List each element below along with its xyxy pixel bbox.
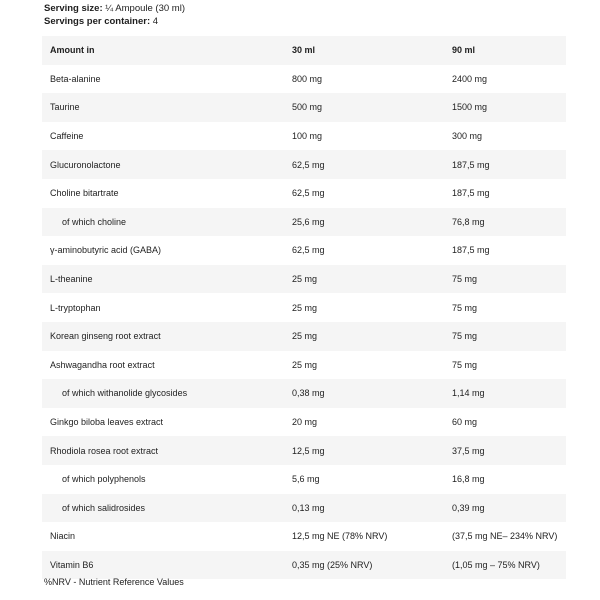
amount-30ml: 0,35 mg (25% NRV) [292, 559, 373, 570]
table-row [42, 551, 566, 580]
table-row [42, 293, 566, 322]
table-header-row [42, 36, 566, 65]
nutrient-name: of which choline [62, 216, 127, 227]
amount-30ml: 25 mg [292, 331, 318, 342]
nutrient-name: γ-aminobutyric acid (GABA) [50, 245, 162, 256]
amount-90ml: 75 mg [452, 274, 478, 285]
table-row [42, 179, 566, 208]
amount-30ml: 20 mg [292, 417, 318, 428]
table-row [42, 351, 566, 380]
amount-30ml: 0,13 mg [292, 502, 325, 513]
amount-30ml: 62,5 mg [292, 188, 325, 199]
amount-30ml: 100 mg [292, 131, 323, 142]
serving-size-line [44, 2, 185, 15]
nutrient-name: Choline bitartrate [50, 188, 119, 199]
nutrient-name: Caffeine [50, 131, 84, 142]
amount-30ml: 500 mg [292, 102, 323, 113]
table-row [42, 65, 566, 94]
serving-size-label: Serving size: [44, 3, 103, 14]
table-row [42, 150, 566, 179]
header-90ml: 90 ml [452, 45, 476, 56]
nutrient-name: L-tryptophan [50, 302, 101, 313]
nutrient-name: Niacin [50, 531, 76, 542]
nutrient-name: L-theanine [50, 274, 93, 285]
amount-90ml: 187,5 mg [452, 188, 490, 199]
amount-90ml: (1,05 mg – 75% NRV) [452, 559, 540, 570]
amount-90ml: 76,8 mg [452, 216, 485, 227]
amount-30ml: 12,5 mg [292, 445, 325, 456]
amount-30ml: 12,5 mg NE (78% NRV) [292, 531, 388, 542]
amount-30ml: 25 mg [292, 302, 318, 313]
nutrient-name: of which salidrosides [62, 502, 146, 513]
amount-30ml: 62,5 mg [292, 245, 325, 256]
amount-90ml: 75 mg [452, 331, 478, 342]
amount-90ml: 0,39 mg [452, 502, 485, 513]
table-row [42, 322, 566, 351]
table-row [42, 93, 566, 122]
amount-90ml: 75 mg [452, 359, 478, 370]
table-row [42, 379, 566, 408]
header-30ml: 30 ml [292, 45, 316, 56]
table-row [42, 436, 566, 465]
amount-90ml: 37,5 mg [452, 445, 485, 456]
amount-30ml: 0,38 mg [292, 388, 325, 399]
amount-90ml: 75 mg [452, 302, 478, 313]
table-row [42, 208, 566, 237]
nutrient-name: Ashwagandha root extract [50, 359, 155, 370]
nutrient-name: Rhodiola rosea root extract [50, 445, 159, 456]
nutrient-name: of which withanolide glycosides [62, 388, 188, 399]
nutrient-name: Ginkgo biloba leaves extract [50, 417, 164, 428]
amount-30ml: 5,6 mg [292, 474, 320, 485]
nutrient-name: Beta-alanine [50, 73, 101, 84]
nutrition-table [42, 36, 566, 579]
table-row [42, 408, 566, 437]
servings-per-container-line [44, 15, 185, 28]
amount-90ml: 1500 mg [452, 102, 488, 113]
amount-90ml: 300 mg [452, 131, 483, 142]
serving-size-value: ¼ Ampoule (30 ml) [102, 3, 185, 14]
nutrient-name: Glucuronolactone [50, 159, 121, 170]
nutrient-name: of which polyphenols [62, 474, 146, 485]
table-row [42, 522, 566, 551]
nutrient-name: Vitamin B6 [50, 559, 94, 570]
nutrient-name: Korean ginseng root extract [50, 331, 161, 342]
amount-30ml: 800 mg [292, 73, 323, 84]
amount-30ml: 25 mg [292, 359, 318, 370]
amount-30ml: 25 mg [292, 274, 318, 285]
amount-30ml: 62,5 mg [292, 159, 325, 170]
amount-90ml: 187,5 mg [452, 245, 490, 256]
serving-info [44, 2, 185, 28]
servings-per-container-label: Servings per container: [44, 16, 151, 27]
nutrient-name: Taurine [50, 102, 80, 113]
table-row [42, 465, 566, 494]
footnote: %NRV - Nutrient Reference Values [44, 577, 184, 587]
table-row [42, 122, 566, 151]
servings-per-container-value: 4 [150, 16, 159, 27]
amount-90ml: 187,5 mg [452, 159, 490, 170]
amount-90ml: (37,5 mg NE– 234% NRV) [452, 531, 558, 542]
amount-30ml: 25,6 mg [292, 216, 325, 227]
header-amount-in: Amount in [50, 45, 95, 56]
table-row [42, 236, 566, 265]
amount-90ml: 60 mg [452, 417, 478, 428]
amount-90ml: 16,8 mg [452, 474, 485, 485]
table-row [42, 265, 566, 294]
amount-90ml: 2400 mg [452, 73, 488, 84]
table-row [42, 494, 566, 523]
amount-90ml: 1,14 mg [452, 388, 485, 399]
